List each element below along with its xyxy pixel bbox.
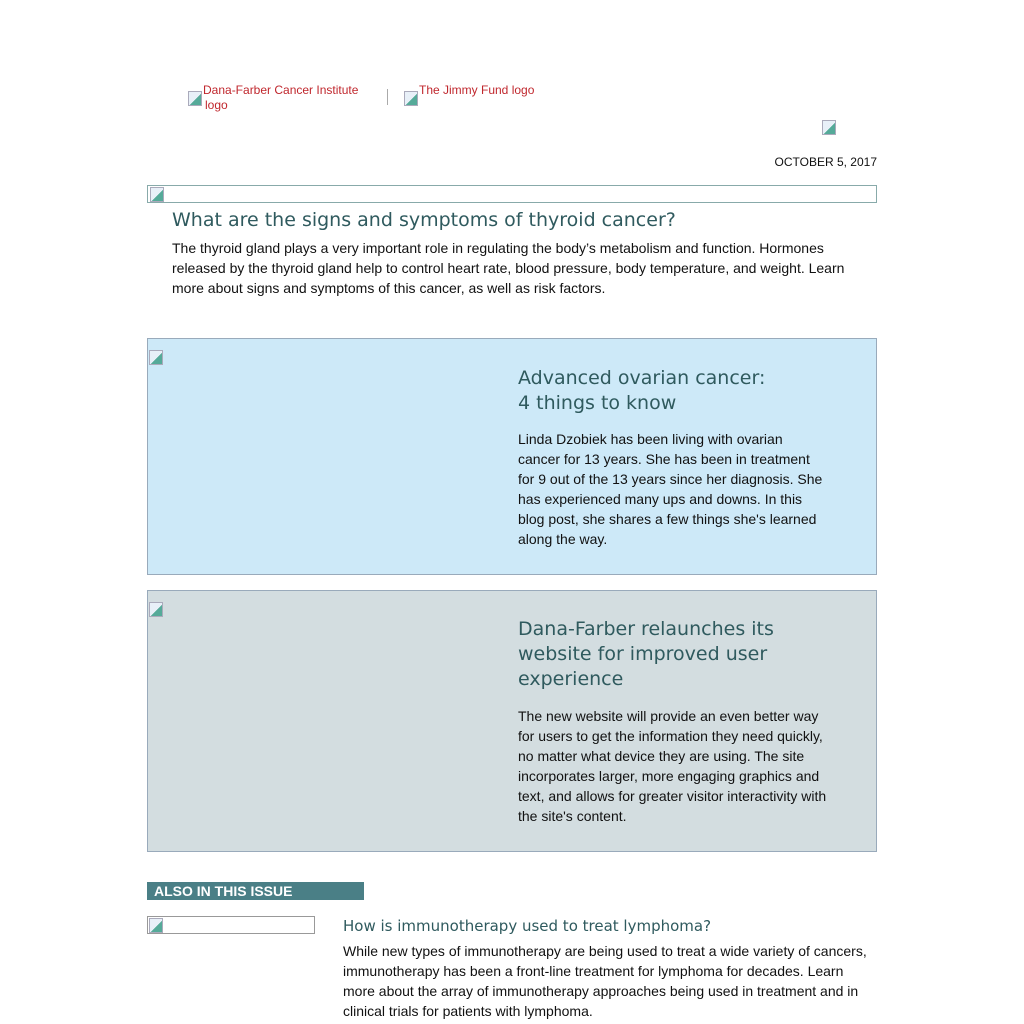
broken-image-icon (403, 90, 419, 106)
card-body: Linda Dzobiek has been living with ovarian cancer for 13 years. She has been in treatment for 9 out of the 13 years since her diagnosis. She has experienced many ups and downs. In this blog post, she shares a few things she's learned along the way. (518, 431, 823, 547)
issue-date: OCTOBER 5, 2017 (774, 155, 877, 169)
also-in-this-issue-banner: ALSO IN THIS ISSUE (147, 882, 364, 900)
broken-image-icon (149, 186, 165, 202)
also-item-image (147, 916, 315, 934)
card-title-line2[interactable]: 4 things to know (518, 392, 677, 414)
logo-divider (387, 89, 388, 105)
broken-image-icon (821, 119, 837, 135)
article-card-ovarian[interactable] (147, 338, 877, 575)
also-item-body: While new types of immunotherapy are being used to treat a wide variety of cancers, immunotherapy has been a front-line treatment for lymphoma for decades. Learn more about the array of immunotherapy approaches being used in treatment and in clinical trials for patients with lymphoma. (343, 943, 867, 1019)
dfci-logo-alt-2: logo (205, 98, 228, 112)
broken-image-icon (148, 601, 164, 617)
broken-image-icon (148, 917, 164, 933)
feature-image (147, 185, 877, 203)
feature-title[interactable]: What are the signs and symptoms of thyroid cancer? (172, 209, 676, 231)
card-title-line1[interactable]: Advanced ovarian cancer: (518, 367, 766, 389)
dfci-logo-alt: Dana-Farber Cancer Institute (203, 83, 359, 97)
card-body: The new website will provide an even better way for users to get the information they need quickly, no matter what device they are using. The site incorporates larger, more engaging graphics and text, and allows for greater visitor interactivity with the site's content. (518, 708, 827, 824)
jimmy-logo-alt: The Jimmy Fund logo (419, 83, 535, 97)
broken-image-icon (148, 349, 164, 365)
broken-image-icon (187, 90, 203, 106)
article-card-website[interactable] (147, 590, 877, 852)
card-title[interactable]: Dana-Farber relaunches its website for improved user experience (518, 618, 774, 690)
also-item-title[interactable]: How is immunotherapy used to treat lymphoma? (343, 917, 712, 935)
feature-body: The thyroid gland plays a very important role in regulating the body’s metabolism and function. Hormones released by the thyroid gland help to control heart rate, blood pressure, body temperature, and weight. Learn more about signs and symptoms of this cancer, as well as risk factors. (172, 240, 845, 296)
